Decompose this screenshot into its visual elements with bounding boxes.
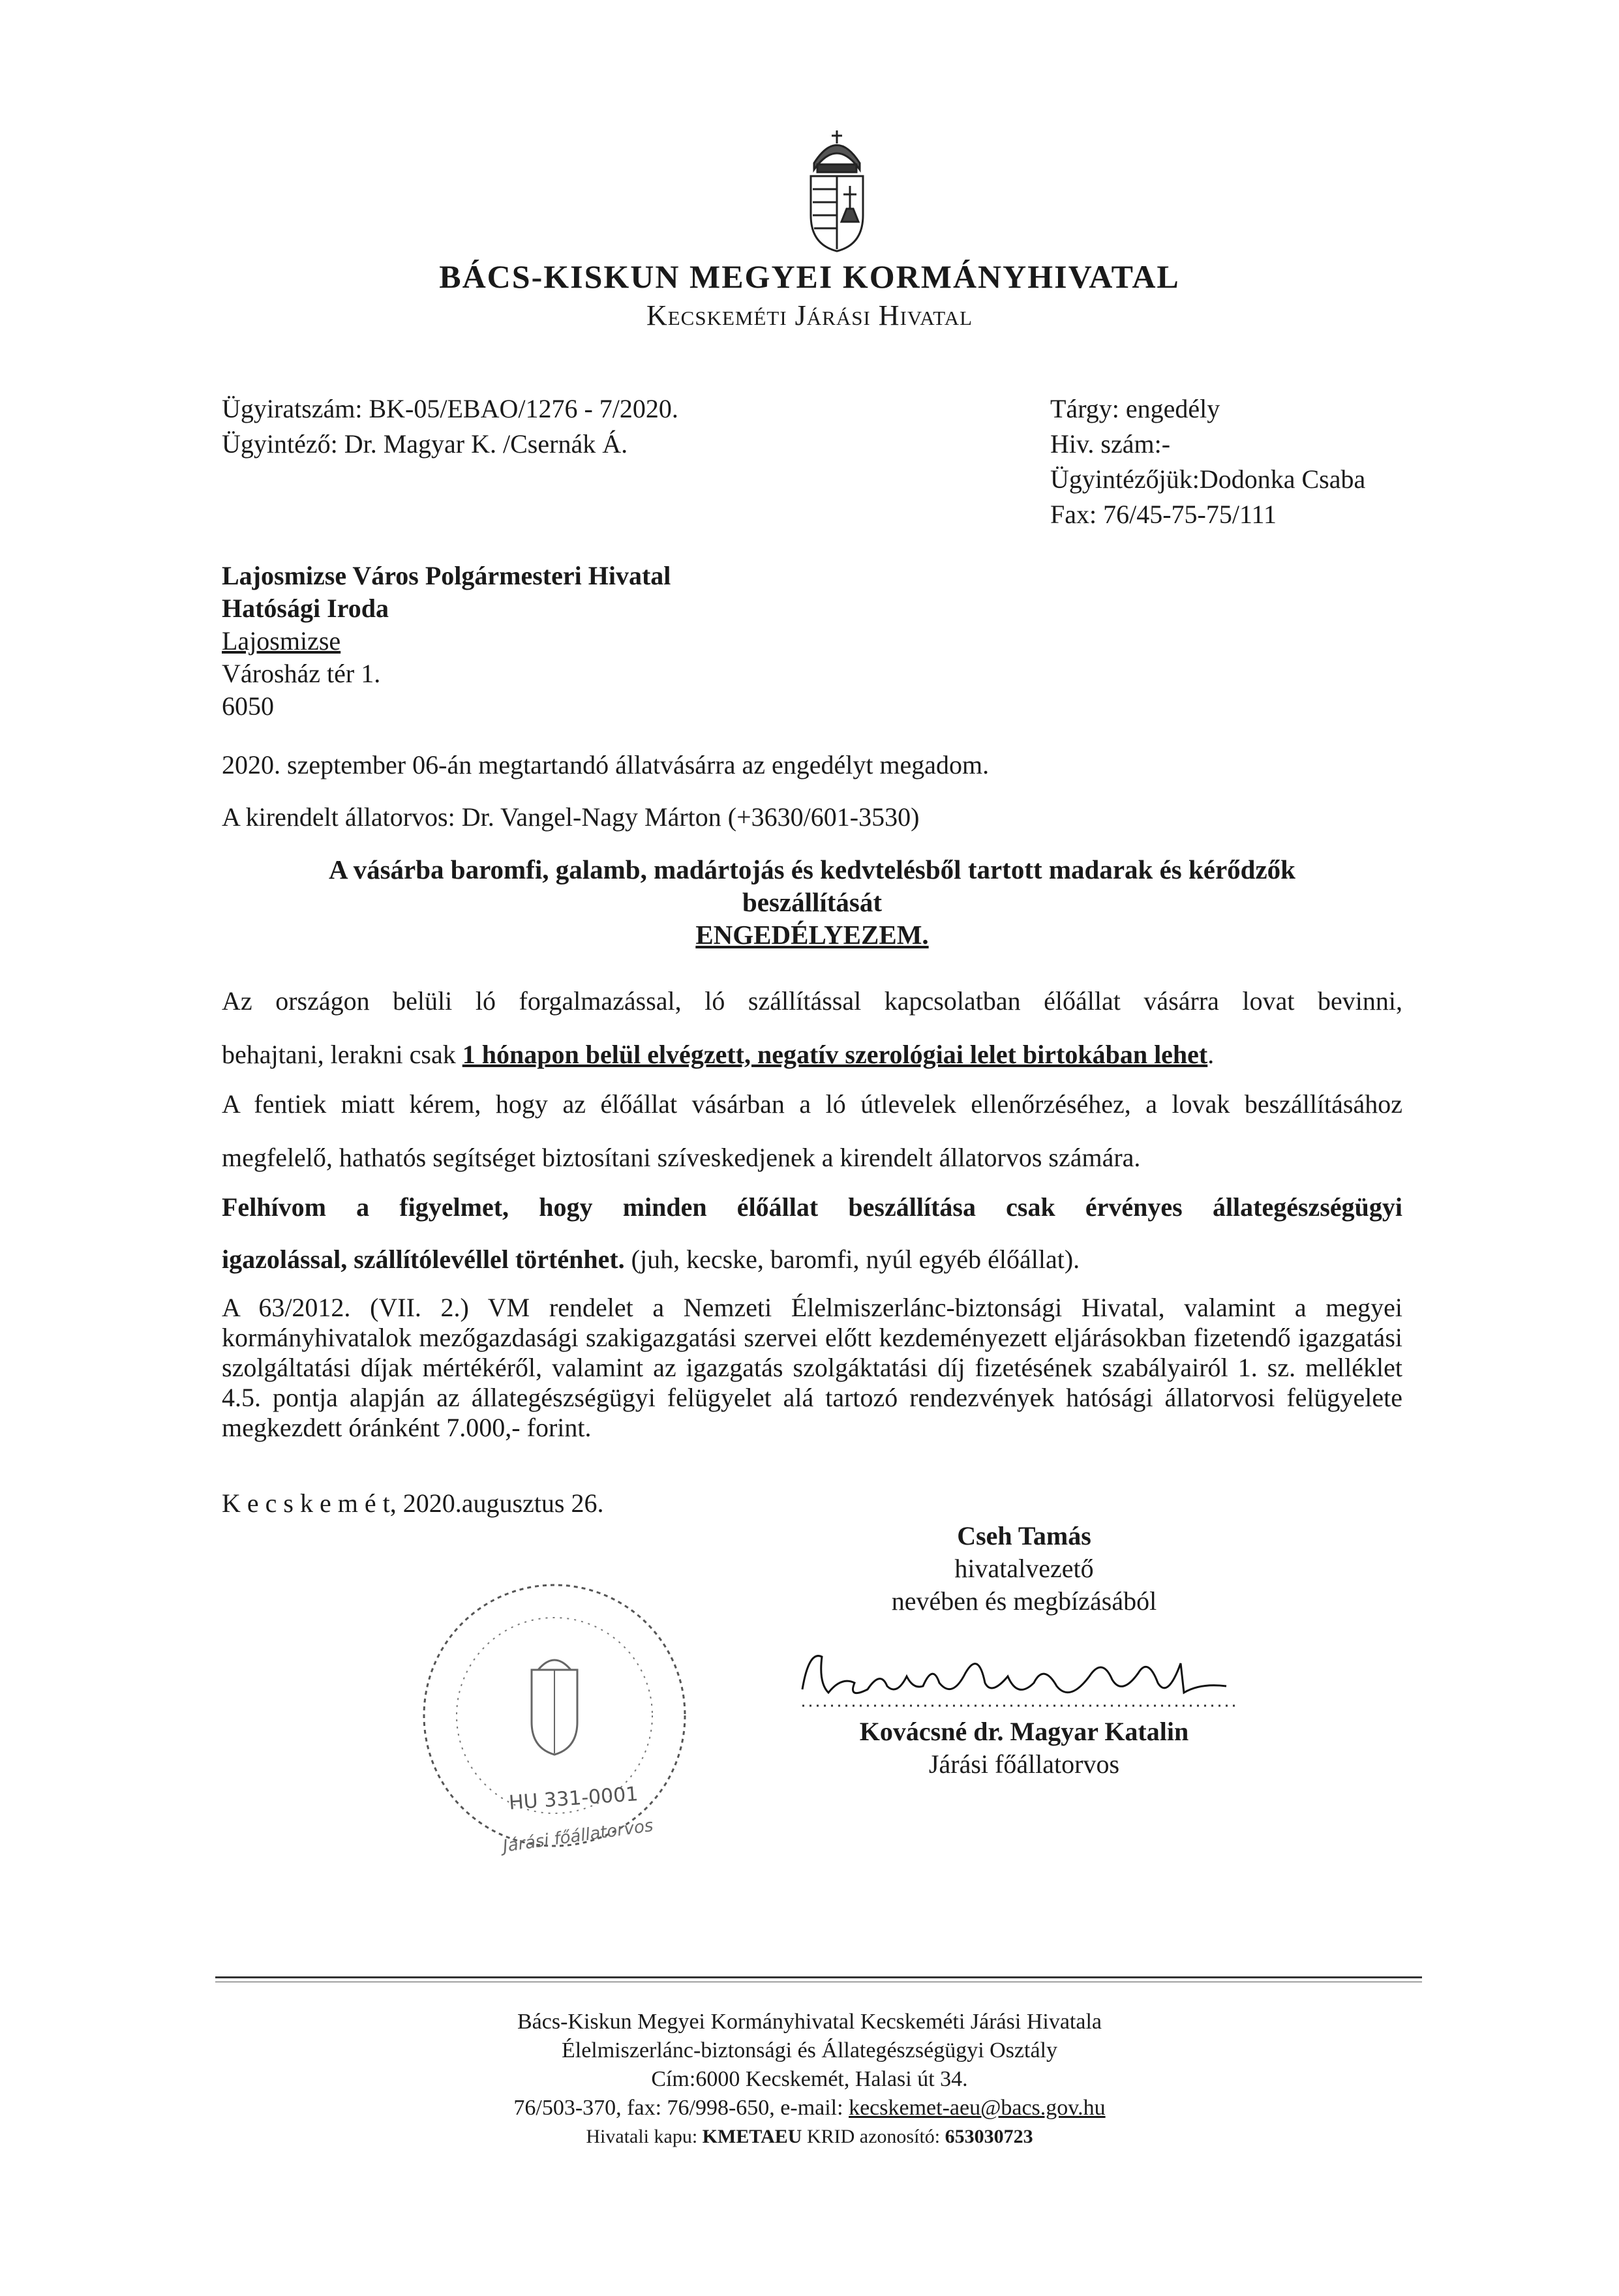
case-officer: Ügyintéző: Dr. Magyar K. /Csernák Á.	[222, 429, 628, 459]
recipient-address	[222, 560, 671, 723]
handwritten-signature	[783, 1637, 1265, 1715]
fax-number: Fax: 76/45-75-75/111	[1050, 500, 1277, 529]
body-paragraph-1: 2020. szeptember 06-án megtartandó állatvásárra az engedélyt megadom.	[222, 750, 990, 779]
footer-line-3: Cím:6000 Kecskemét, Halasi út 34.	[651, 2067, 968, 2091]
body-paragraph-4-line-2: megfelelő, hathatós segítséget biztosítani szíveskedjenek a kirendelt állatorvos számára.	[222, 1143, 1141, 1172]
signer-title: Járási főállatorvos	[928, 1749, 1120, 1779]
footer-contact: 76/503-370, fax: 76/998-650, e-mail:	[513, 2096, 849, 2120]
their-officer: Ügyintézőjük:Dodonka Csaba	[1050, 464, 1366, 494]
footer-divider	[215, 1976, 1422, 1978]
organization-title: BÁCS-KISKUN MEGYEI KORMÁNYHIVATAL	[439, 258, 1180, 295]
permit-heading-3: ENGEDÉLYEZEM.	[695, 920, 929, 950]
body-paragraph-5-line-2	[222, 1243, 1402, 1276]
subject: Tárgy: engedély	[1050, 394, 1220, 423]
place-and-date: K e c s k e m é t, 2020.augusztus 26.	[222, 1488, 604, 1518]
p5-line2-bold: igazolással, szállítólevéllel történhet.	[222, 1245, 625, 1274]
footer-line-4	[0, 2094, 1619, 2122]
stamp-bottom-text: Járási főállatorvos	[502, 1815, 655, 1857]
p3-line2-bold: 1 hónapon belül elvégzett, negatív szerológiai lelet birtokában lehet	[462, 1040, 1208, 1069]
body-paragraph-5-line-1: Felhívom a figyelmet, hogy minden élőállat beszállítása csak érvényes állategészségügyi	[222, 1192, 1402, 1222]
organization-subtitle-text: Kecskeméti Járási Hivatal	[646, 299, 973, 331]
footer-kapu-label: Hivatali kapu:	[586, 2126, 703, 2147]
official-stamp	[411, 1572, 698, 1859]
footer-krid: 653030723	[945, 2126, 1033, 2147]
on-behalf: nevében és megbízásából	[891, 1586, 1157, 1616]
footer-krid-label: KRID azonosító:	[802, 2126, 945, 2147]
case-number: Ügyiratszám: BK-05/EBAO/1276 - 7/2020.	[222, 394, 678, 423]
permit-heading-1: A vásárba baromfi, galamb, madártojás és kedvtelésből tartott madarak és kérődzők	[329, 854, 1295, 884]
recipient-line-1: Lajosmizse Város Polgármesteri Hivatal	[222, 561, 671, 590]
body-paragraph-4-line-1: A fentiek miatt kérem, hogy az élőállat vásárban a ló útlevelek ellenőrzéséhez, a lovak beszállításához	[222, 1089, 1402, 1119]
p5-line2-end: (juh, kecske, baromfi, nyúl egyéb élőállat).	[624, 1245, 1080, 1274]
p3-line2-end: .	[1207, 1040, 1215, 1069]
body-paragraph-2: A kirendelt állatorvos: Dr. Vangel-Nagy Márton (+3630/601-3530)	[222, 802, 920, 832]
organization-subtitle	[0, 299, 1619, 332]
body-paragraph-6: A 63/2012. (VII. 2.) VM rendelet a Nemzeti Élelmiszerlánc-biztonsági Hivatal, valamint a megyei kormányhivatalok mezőgazdasági szakigazgatási szervei előtt kezdeményezett eljárásokban fizetendő igazgatási szolgáltatási díjak mértékéről, valamint az igazgatás szolgáktatási díj fizetésének szabályairól 1. sz. melléklet 4.5. pontja alapján az állategészségügyi felügyelet alá tartozó rendezvények hatósági állatorvosi felügyelete megkezdett óránként 7.000,- forint.	[222, 1293, 1402, 1442]
recipient-city: Lajosmizse	[222, 626, 341, 656]
body-paragraph-3-line-1: Az országon belüli ló forgalmazással, ló szállítással kapcsolatban élőállat vásárra lovat bevinni,	[222, 986, 1402, 1016]
footer-line-5	[0, 2122, 1619, 2151]
stamp-code: HU 331-0001	[508, 1783, 639, 1815]
recipient-postcode: 6050	[222, 691, 274, 721]
reference-number: Hiv. szám:-	[1050, 429, 1171, 459]
footer-line-1: Bács-Kiskun Megyei Kormányhivatal Kecskeméti Járási Hivatala	[517, 2010, 1102, 2034]
head-title: hivatalvezető	[954, 1554, 1094, 1583]
permit-heading-2: beszállítását	[742, 887, 883, 917]
footer-kapu: KMETAEU	[702, 2126, 802, 2147]
p3-line2-start: behajtani, lerakni csak	[222, 1040, 462, 1069]
signer-name: Kovácsné dr. Magyar Katalin	[859, 1717, 1189, 1746]
recipient-line-2: Hatósági Iroda	[222, 594, 389, 623]
body-paragraph-3-line-2	[222, 1038, 1402, 1071]
head-name: Cseh Tamás	[957, 1521, 1091, 1550]
footer-email-link[interactable]: kecskemet-aeu@bacs.gov.hu	[849, 2096, 1106, 2120]
case-meta-right	[1050, 391, 1365, 532]
recipient-street: Városház tér 1.	[222, 659, 381, 688]
footer-line-2: Élelmiszerlánc-biztonsági és Állategészségügyi Osztály	[561, 2038, 1058, 2062]
case-meta-left	[222, 391, 678, 462]
coat-of-arms-icon	[801, 124, 873, 254]
